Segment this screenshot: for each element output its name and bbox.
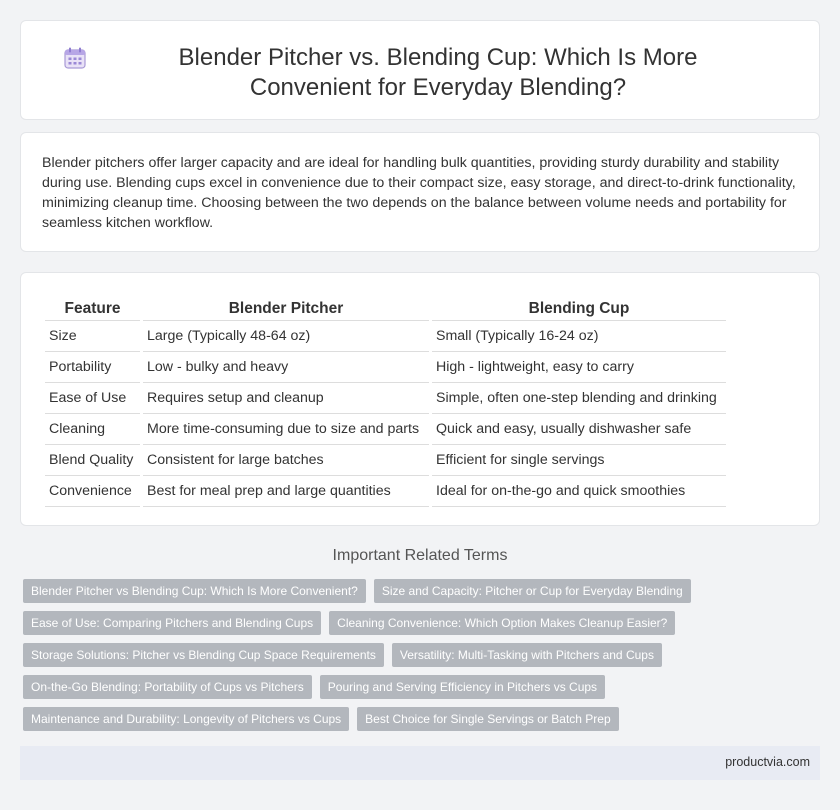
related-term-tag[interactable]: On-the-Go Blending: Portability of Cups vs Pitchers xyxy=(23,675,312,699)
table-row xyxy=(45,476,726,507)
related-terms-title: Important Related Terms xyxy=(332,547,508,564)
comparison-table xyxy=(42,295,729,507)
related-term-tag[interactable]: Size and Capacity: Pitcher or Cup for Everyday Blending xyxy=(374,579,691,603)
cup-cell: Quick and easy, usually dishwasher safe xyxy=(432,414,726,445)
table-header-row xyxy=(45,295,726,321)
pitcher-cell: Low - bulky and heavy xyxy=(143,352,429,383)
pitcher-cell: Best for meal prep and large quantities xyxy=(143,476,429,507)
feature-cell: Cleaning xyxy=(45,414,140,445)
pitcher-cell: Requires setup and cleanup xyxy=(143,383,429,414)
pitcher-cell: Large (Typically 48-64 oz) xyxy=(143,321,429,352)
feature-cell: Ease of Use xyxy=(45,383,140,414)
header-blending-cup: Blending Cup xyxy=(432,295,726,321)
feature-cell: Portability xyxy=(45,352,140,383)
feature-cell: Blend Quality xyxy=(45,445,140,476)
related-term-tag[interactable]: Versatility: Multi-Tasking with Pitchers and Cups xyxy=(392,643,662,667)
cup-cell: Efficient for single servings xyxy=(432,445,726,476)
table-row xyxy=(45,445,726,476)
header-feature: Feature xyxy=(45,295,140,321)
feature-cell: Convenience xyxy=(45,476,140,507)
related-term-tag[interactable]: Cleaning Convenience: Which Option Makes Cleanup Easier? xyxy=(329,611,675,635)
comparison-card xyxy=(20,272,820,526)
related-terms-list xyxy=(23,579,823,739)
table-row xyxy=(45,321,726,352)
cup-cell: Small (Typically 16-24 oz) xyxy=(432,321,726,352)
pitcher-cell: More time-consuming due to size and parts xyxy=(143,414,429,445)
pitcher-cell: Consistent for large batches xyxy=(143,445,429,476)
footer xyxy=(20,746,820,780)
cup-cell: High - lightweight, easy to carry xyxy=(432,352,726,383)
related-term-tag[interactable]: Storage Solutions: Pitcher vs Blending Cup Space Requirements xyxy=(23,643,384,667)
table-row xyxy=(45,352,726,383)
header-blender-pitcher: Blender Pitcher xyxy=(143,295,429,321)
related-term-tag[interactable]: Ease of Use: Comparing Pitchers and Blending Cups xyxy=(23,611,321,635)
header-card xyxy=(20,20,820,120)
table-row xyxy=(45,414,726,445)
related-term-tag[interactable]: Blender Pitcher vs Blending Cup: Which Is More Convenient? xyxy=(23,579,366,603)
table-row xyxy=(45,383,726,414)
page-title: Blender Pitcher vs. Blending Cup: Which Is More Convenient for Everyday Blending? xyxy=(178,44,698,101)
related-term-tag[interactable]: Best Choice for Single Servings or Batch Prep xyxy=(357,707,618,731)
related-term-tag[interactable]: Maintenance and Durability: Longevity of Pitchers vs Cups xyxy=(23,707,349,731)
footer-site-link[interactable]: productvia.com xyxy=(725,755,810,769)
intro-text: Blender pitchers offer larger capacity and are ideal for handling bulk quantities, providing sturdy durability and stability during use. Blending cups excel in convenience due to their compact size, easy storage, and direct-to-drink functionality, minimizing cleanup time. Choosing between the two depends on the balance between volume needs and portability for seamless kitchen workflow. xyxy=(42,155,796,231)
feature-cell: Size xyxy=(45,321,140,352)
related-term-tag[interactable]: Pouring and Serving Efficiency in Pitchers vs Cups xyxy=(320,675,605,699)
cup-cell: Ideal for on-the-go and quick smoothies xyxy=(432,476,726,507)
cup-cell: Simple, often one-step blending and drinking xyxy=(432,383,726,414)
intro-card xyxy=(20,132,820,252)
